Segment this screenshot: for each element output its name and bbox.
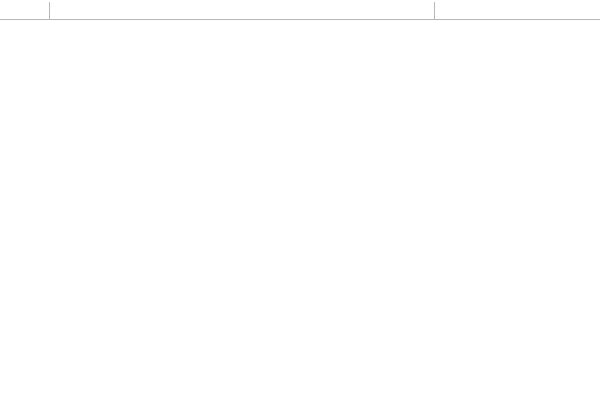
header-speaker[interactable]	[50, 2, 435, 20]
header-time[interactable]	[0, 2, 50, 20]
header-topic[interactable]	[435, 2, 600, 20]
header-row	[0, 2, 600, 20]
